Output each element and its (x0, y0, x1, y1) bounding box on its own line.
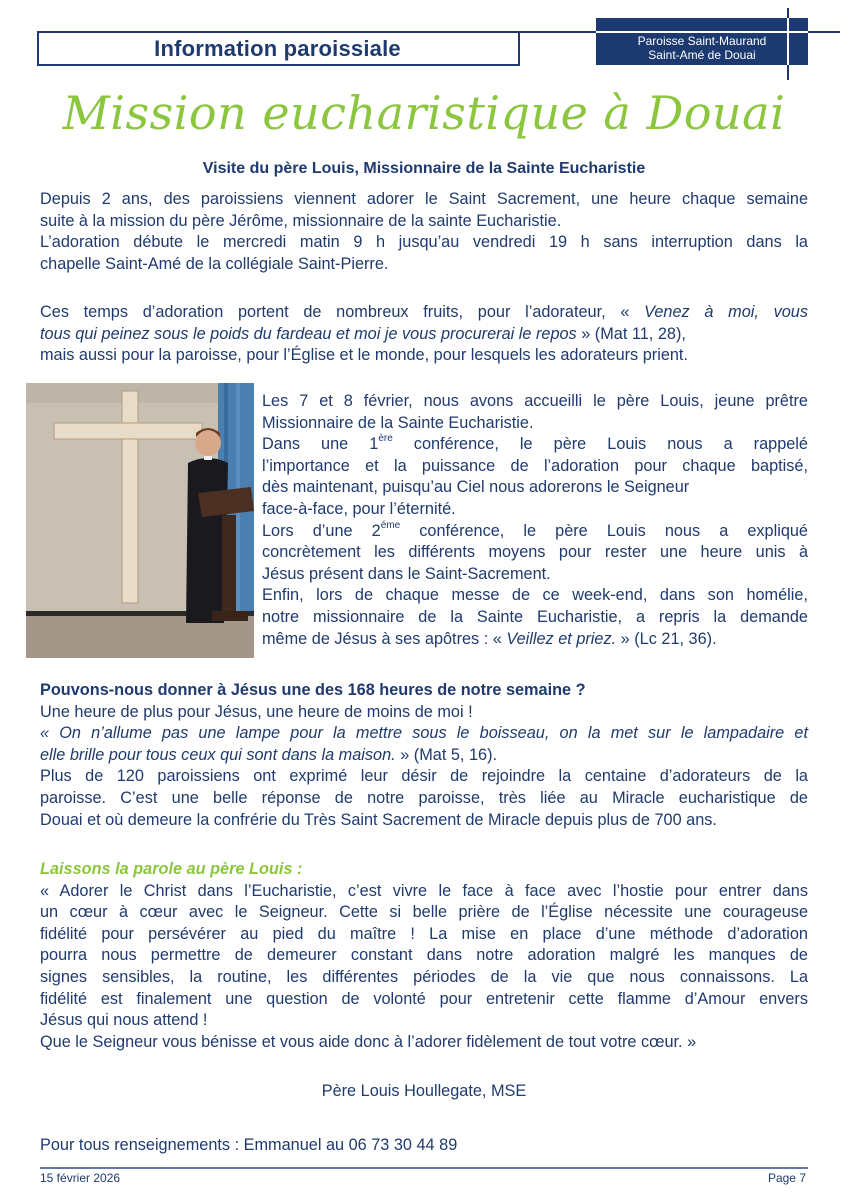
footer-rule (40, 1167, 808, 1169)
fruits-paragraph: Ces temps d’adoration portent de nombreux fruits, pour l’adorateur, « Venez à moi, vous tous qui peinez sous le poids du fardeau et moi je vous procurerai le repos » (Mat 11, 28), mais aussi pour la paroisse, pour l’Église et le monde, pour lesquels les adorateurs prient. (40, 303, 808, 365)
contact-info: Pour tous renseignements : Emmanuel au 06 73 30 44 89 (40, 1136, 458, 1154)
cross-vertical-bar-inner (787, 18, 789, 65)
footer-date: 15 février 2026 (40, 1171, 121, 1185)
question-heading: Pouvons-nous donner à Jésus une des 168 heures de notre semaine ? (40, 681, 586, 699)
parish-location: Saint-Amé de Douai (648, 48, 756, 62)
intro-paragraph: Depuis 2 ans, des paroissiens viennent adorer le Saint Sacrement, une heure chaque semaine suite à la mission du père Jérôme, missionnaire de la sainte Eucharistie. L’adoration débute le mercredi matin 9 h jusqu’au vendredi 19 h sans interruption dans la chapelle Saint-Amé de la collégiale Saint-Pierre. (40, 190, 808, 273)
signature: Père Louis Houllegate, MSE (321, 1082, 527, 1100)
parish-name: Paroisse Saint-Maurand (637, 34, 767, 48)
section-title: Information paroissiale (154, 36, 401, 61)
article-subtitle: Visite du père Louis, Missionnaire de la Sainte Eucharistie (202, 160, 646, 177)
page-number: Page 7 (767, 1171, 806, 1185)
article-title: Mission eucharistique à Douai (62, 86, 786, 140)
visit-paragraph: Les 7 et 8 février, nous avons accueilli le père Louis, jeune prêtre Missionnaire de la Sainte Eucharistie. Dans une 1ère conférence, le père Louis nous a rappelé l’importance et la puissance de l’adoration pour chaque baptisé, dès maintenant, puisqu’au Ciel nous adorerons le Seigneur face-à-face, pour l’éternité. Lors d’une $2^{éme}$ conférence, le père Louis nous a expliqué concrètement les différents moyens pour rester une heure unis à Jésus présent dans le Saint-Sacrement. Enfin, lors de chaque messe de ce week-end, dans son homélie, notre missionnaire de la Sainte Eucharistie, a repris la demande même de Jésus à ses apôtres : « Veillez et priez. » (Lc 21, 36). (262, 392, 808, 648)
cross-horizontal-bar (596, 31, 808, 33)
photo-image (26, 383, 254, 658)
quote-heading: Laissons la parole au père Louis : (40, 860, 303, 878)
question-section: Pouvons-nous donner à Jésus une des 168 heures de notre semaine ? Une heure de plus pour Jésus, une heure de moins de moi ! « On n’allume pas une lampe pour la mettre sous le boisseau, on la met sur le lampadaire et elle brille pour tous ceux qui sont dans la maison. » (Mat 5, 16). Plus de 120 paroissiens ont exprimé leur désir de rejoindre la centaine d’adorateurs de la paroisse. C’est une belle réponse de notre paroisse, très liée au Miracle eucharistique de Douai et où demeure la confrérie du Très Saint Sacrement de Miracle depuis plus de 700 ans. (40, 681, 808, 829)
parish-badge (596, 18, 808, 65)
priest-photo (26, 383, 254, 658)
quote-section: Laissons la parole au père Louis : « Adorer le Christ dans l’Eucharistie, c’est vivre le face à face avec l’hostie pour entrer dans un cœur à cœur avec le Seigneur. Cette si belle prière de l’Église nécessite une courageuse fidélité pour persévérer au pied du maître ! La mise en place d’une méthode d’adoration pourra nous permettre de demeurer constant dans notre adoration malgré les manques de signes sensibles, la routine, les différentes périodes de la vie que nous connaissons. La fidélité est finalement une question de volonté pour entretenir cette flamme d’Amour envers Jésus qui nous attend ! Que le Seigneur vous bénisse et vous aide donc à l’adorer fidèlement de tout votre cœur. » (40, 860, 808, 1051)
